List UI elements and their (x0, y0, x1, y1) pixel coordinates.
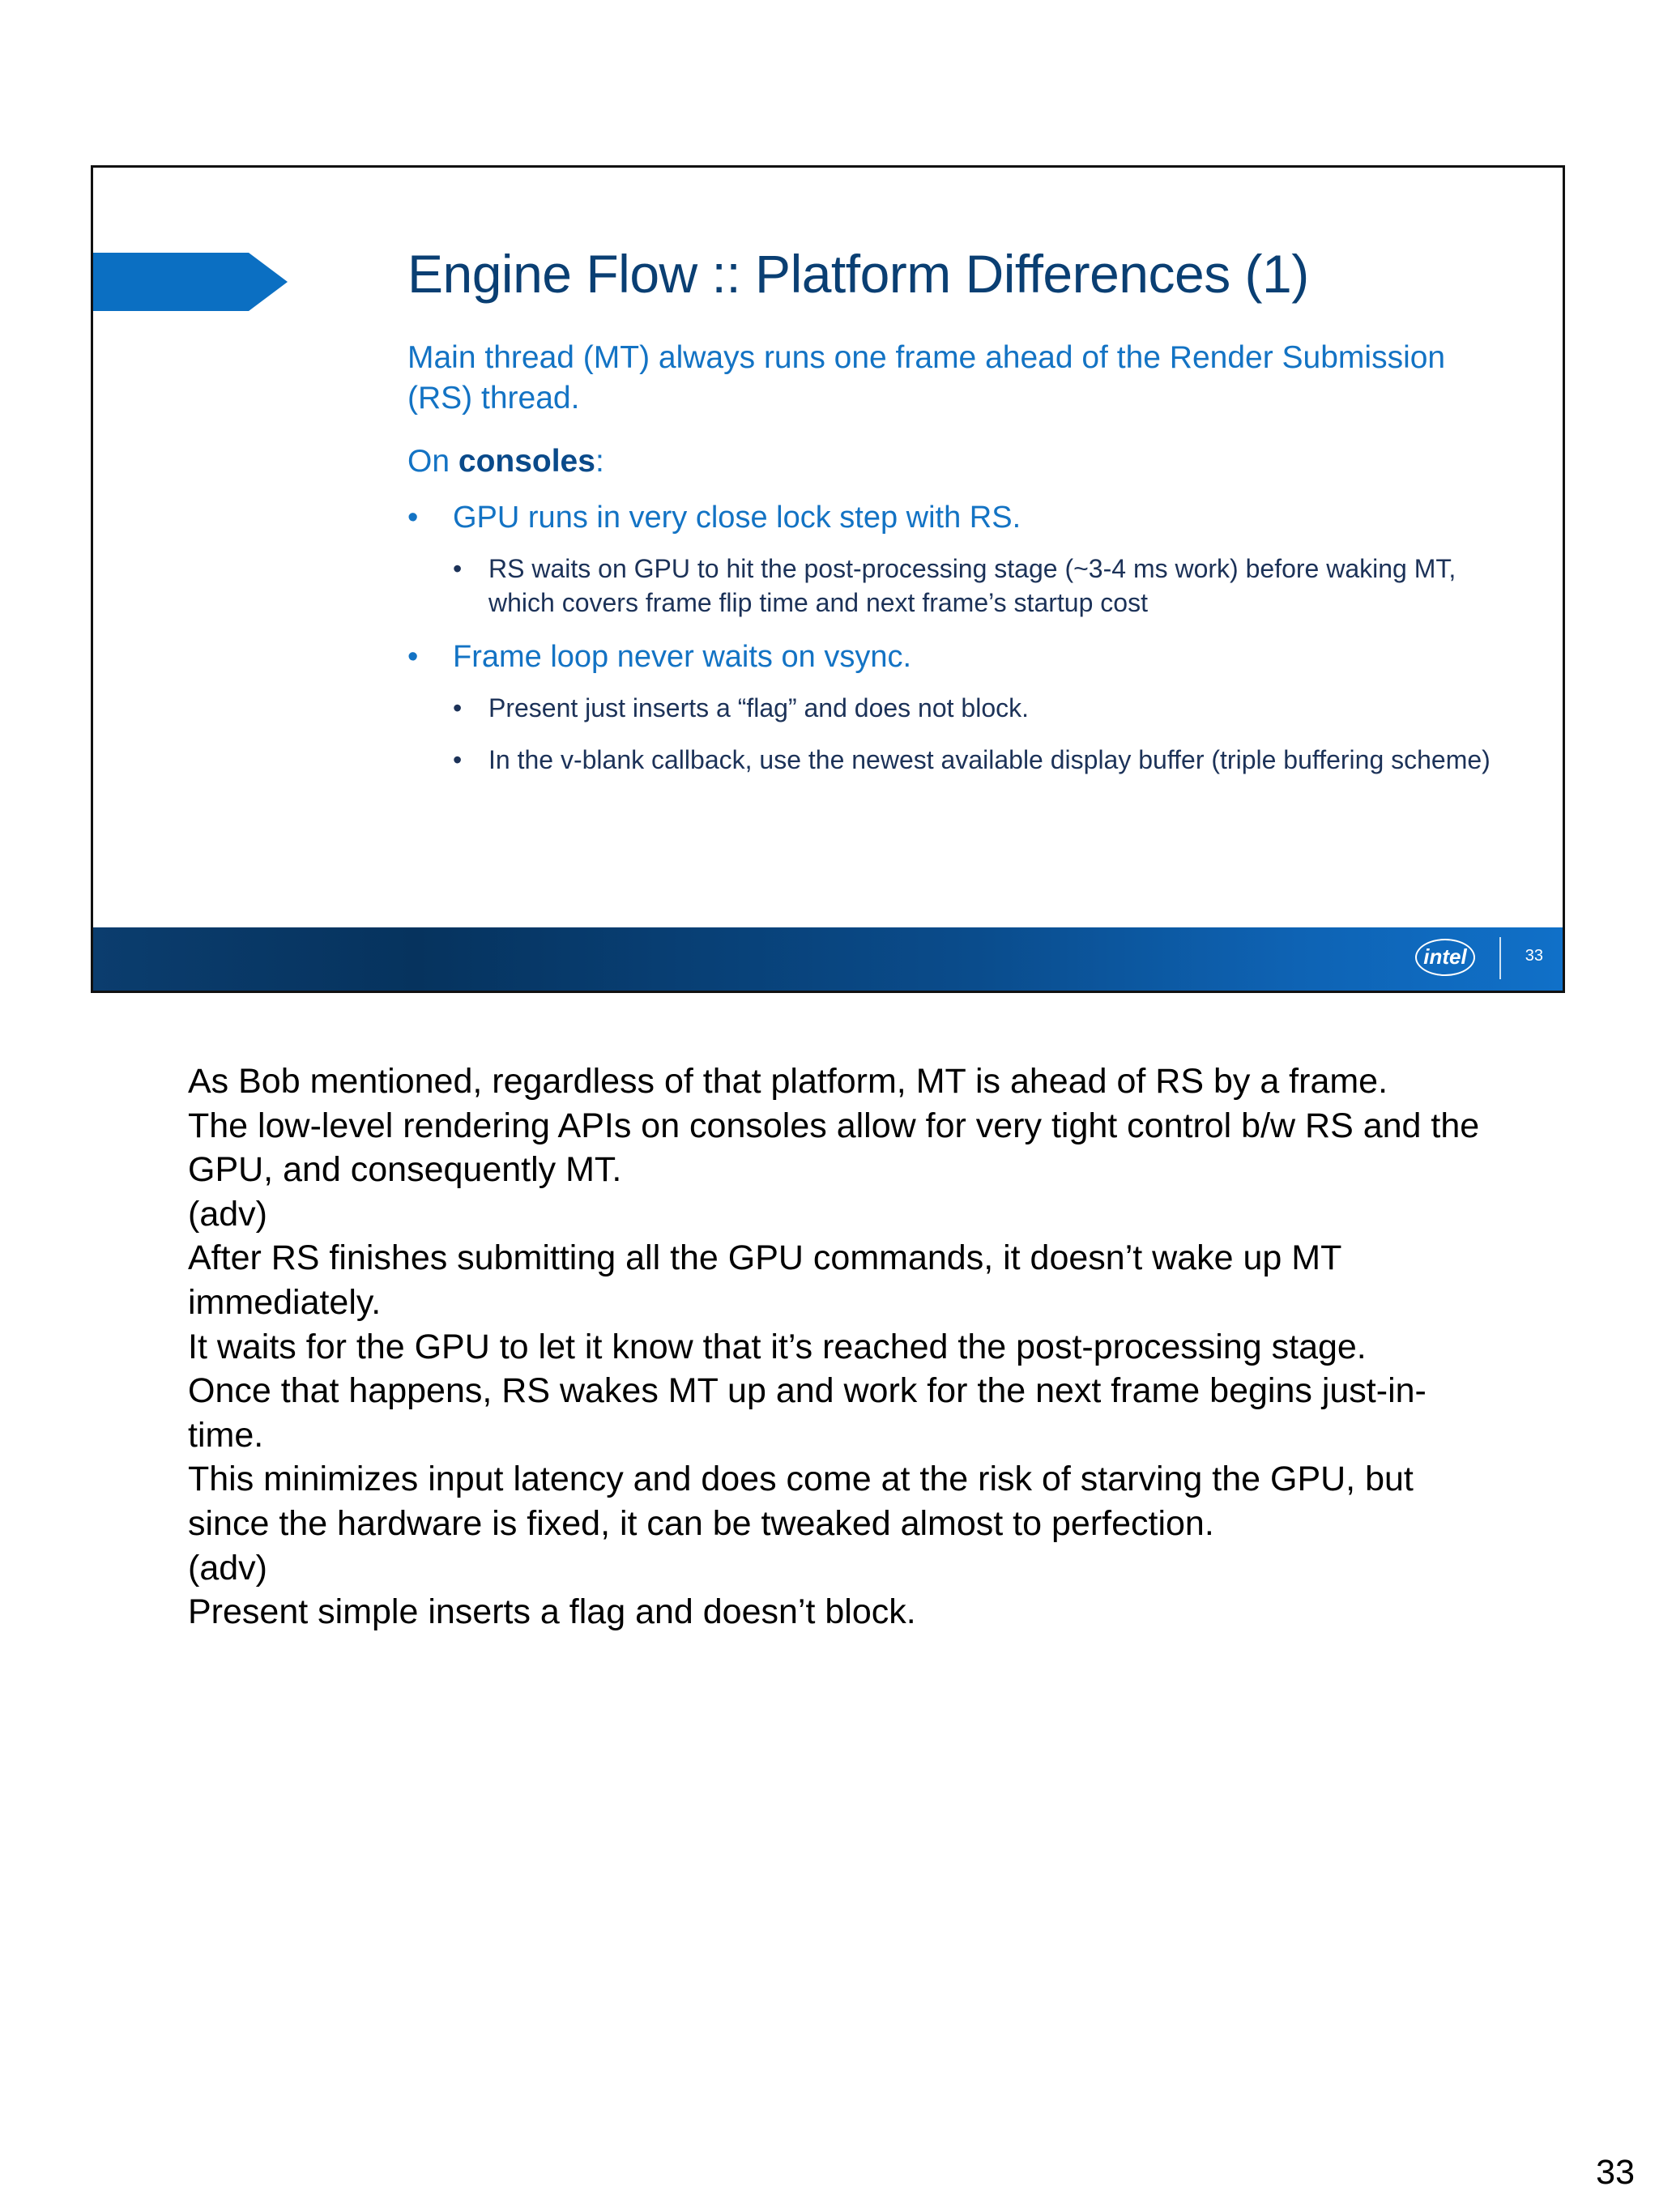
slide-body (407, 338, 1509, 795)
slide-number: 33 (1525, 947, 1543, 965)
sub-bullet-dot: • (453, 693, 463, 722)
consoles-suffix: : (595, 444, 604, 479)
notes-line: Present simple inserts a flag and doesn’t block. (188, 1592, 916, 1632)
footer-divider (1499, 937, 1501, 979)
slide-footer-bar (93, 927, 1563, 991)
bullet-dot: • (407, 640, 419, 674)
page-number: 33 (1596, 2153, 1635, 2192)
bullet-frame-loop (407, 637, 1509, 676)
bullet-text: Frame loop never waits on vsync. (453, 640, 912, 674)
consoles-prefix: On (407, 444, 458, 479)
notes-line: (adv) (188, 1194, 267, 1234)
slide-intro: Main thread (MT) always runs one frame ahead of the Render Submission (RS) thread. (407, 340, 1446, 416)
bullet-dot: • (407, 501, 419, 535)
intel-logo: intel (1415, 939, 1475, 976)
sub-bullet-text: RS waits on GPU to hit the post-processing stage (~3-4 ms work) before waking MT, which covers frame flip time and next frame’s startup cost (488, 554, 1456, 617)
consoles-bold: consoles (458, 444, 595, 479)
notes-line: After RS finishes submitting all the GPU commands, it doesn’t wake up MT immediately. (188, 1238, 1341, 1322)
slide-title: Engine Flow :: Platform Differences (1) (407, 244, 1309, 304)
notes-line: As Bob mentioned, regardless of that platform, MT is ahead of RS by a frame. (188, 1062, 1388, 1101)
arrow-accent-shape (93, 253, 288, 311)
bullet-text: GPU runs in very close lock step with RS. (453, 501, 1021, 535)
sub-bullet-present-flag (453, 691, 1509, 725)
sub-bullet-dot: • (453, 554, 463, 583)
notes-line: (adv) (188, 1548, 267, 1588)
notes-line: It waits for the GPU to let it know that it’s reached the post-processing stage. (188, 1327, 1367, 1366)
consoles-heading (407, 441, 1509, 482)
notes-line: Once that happens, RS wakes MT up and work for the next frame begins just-in-time. (188, 1371, 1427, 1455)
sub-bullet-dot: • (453, 745, 463, 774)
sub-bullet-rs-waits (453, 552, 1509, 620)
slide (91, 165, 1565, 993)
notes-line: The low-level rendering APIs on consoles allow for very tight control b/w RS and the GPU, and consequently MT. (188, 1106, 1480, 1190)
notes-line: This minimizes input latency and does come at the risk of starving the GPU, but since the hardware is fixed, it can be tweaked almost to perfection. (188, 1460, 1414, 1543)
sub-bullet-vblank (453, 743, 1509, 777)
bullet-gpu-lockstep (407, 498, 1509, 537)
sub-bullet-text: Present just inserts a “flag” and does not block. (488, 693, 1030, 722)
speaker-notes (188, 1059, 1484, 1634)
sub-bullet-text: In the v-blank callback, use the newest available display buffer (triple buffering scheme) (488, 745, 1491, 774)
